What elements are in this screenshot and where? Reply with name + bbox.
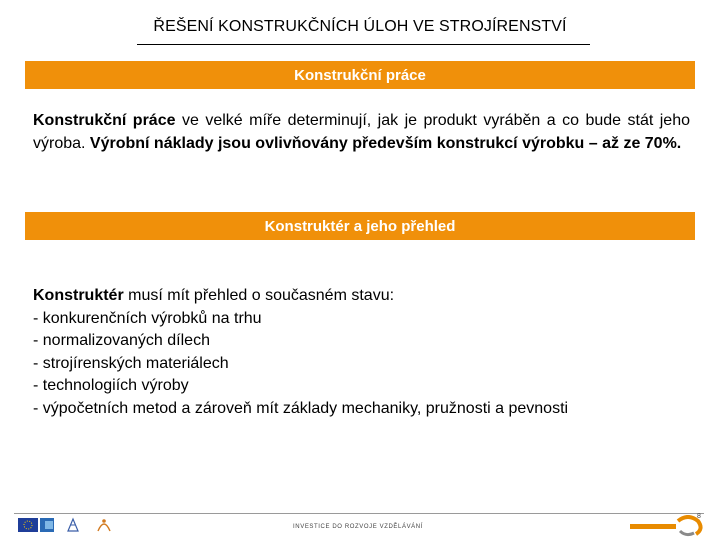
list-item: - normalizovaných dílech [33,332,210,350]
section1-paragraph [33,110,690,155]
footer-divider [14,513,704,514]
op-logo [98,519,110,531]
title-underline [137,44,590,45]
esf-logo [40,518,54,532]
section1-emphasis: Výrobní náklady jsou ovlivňovány především konstrukcí výrobku – až ze 70%. [89,134,682,152]
msmt-logo [68,519,78,531]
page-number: 8 [697,513,701,520]
section2-lead: Konstruktér [33,287,124,304]
section2-content [33,285,693,421]
section-heading: Konstrukční práce [294,66,426,84]
eu-esf-logos [18,515,128,535]
section2-intro [33,285,693,308]
section-banner-konstrukter [25,212,695,240]
eu-flag-logo [18,518,38,532]
list-item: - výpočetních metod a zároveň mít základy mechaniky, pružnosti a pevnosti [33,399,569,417]
list-item: - konkurenčních výrobků na trhu [33,309,262,327]
section-heading: Konstruktér a jeho přehled [264,217,456,235]
section2-lead-rest: musí mít přehled o současném stavu: [123,287,395,304]
page-title: ŘEŠENÍ KONSTRUKČNÍCH ÚLOH VE STROJÍRENSTVÍ [153,18,567,35]
section1-lead: Konstrukční práce [33,112,176,129]
list-item: - strojírenských materiálech [33,354,229,372]
section1-text: ve velké míře determinují, jak je produkt vyráběn a co bude stát jeho výroba. [33,112,691,152]
footer-slogan: INVESTICE DO ROZVOJE VZDĚLÁVÁNÍ [293,524,423,530]
list-item: - technologiích výroby [33,377,189,395]
section-banner-konstrukcni-prace [25,61,695,89]
